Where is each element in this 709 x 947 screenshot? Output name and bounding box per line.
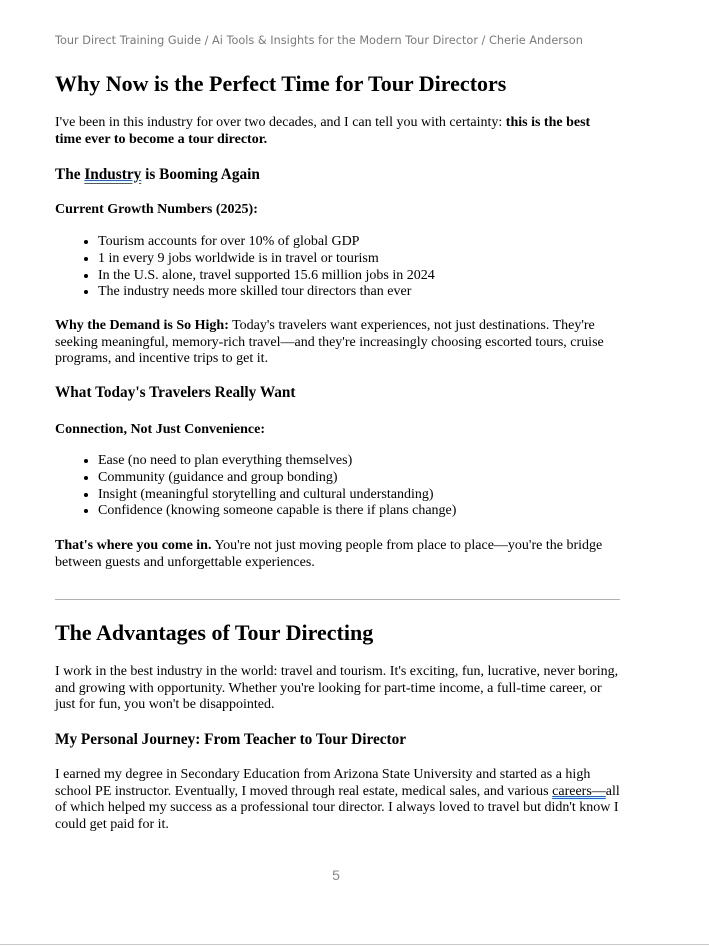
- closing-paragraph: [55, 538, 620, 571]
- list-item: • Community (guidance and group bonding): [98, 470, 620, 487]
- heading-industry-booming: [55, 166, 620, 184]
- list-item: • Ease (no need to plan everything themselves): [98, 453, 620, 470]
- list-item: • Tourism accounts for over 10% of global GDP: [98, 234, 620, 251]
- heading-growth-numbers: Current Growth Numbers (2025):: [55, 202, 258, 217]
- advantages-paragraph: I work in the best industry in the world: travel and tourism. It's exciting, fun, lucrative, never boring, and growing with opportunity. Whether you're looking for part-time income, a full-time career, or just for fun, you won't be disappointed.: [55, 664, 619, 713]
- growth-list: [55, 234, 620, 301]
- heading-personal-journey: My Personal Journey: From Teacher to Tour Director: [55, 731, 407, 748]
- journey-text: all of which helped my success as a professional tour director. I always loved to travel but didn't know I could get paid for it.: [55, 783, 620, 832]
- list-item: • Confidence (knowing someone capable is there if plans change): [98, 503, 620, 520]
- intro-text: I've been in this industry for over two decades, and I can tell you with certainty:: [55, 115, 506, 130]
- demand-paragraph: [55, 318, 620, 368]
- intro-paragraph: [55, 115, 620, 148]
- wants-list: [55, 453, 620, 520]
- journey-text: I earned my degree in Secondary Education from Arizona State University and started as a high school PE instructor. Eventually, I moved through real estate, medical sales, and various: [55, 767, 591, 799]
- heading-connection: Connection, Not Just Convenience:: [55, 422, 265, 437]
- section-title-why-now: Why Now is the Perfect Time for Tour Directors: [55, 71, 507, 96]
- page-number: 5: [332, 867, 340, 883]
- list-item: • The industry needs more skilled tour directors than ever: [98, 284, 620, 301]
- page-bottom-edge: [0, 944, 709, 945]
- careers-flagged-word[interactable]: careers—: [552, 783, 606, 799]
- list-item: • 1 in every 9 jobs worldwide is in travel or tourism: [98, 251, 620, 268]
- heading-text: The: [55, 166, 85, 183]
- heading-travelers-want: What Today's Travelers Really Want: [55, 384, 296, 401]
- heading-text: is Booming Again: [141, 166, 260, 183]
- list-item: • In the U.S. alone, travel supported 15.6 million jobs in 2024: [98, 268, 620, 285]
- intro-bold-text: this is the best time ever to become a tour director.: [55, 115, 591, 147]
- closing-text: You're not just moving people from place to place—you're the bridge between guests and unforgettable experiences.: [55, 538, 603, 570]
- horizontal-divider: [55, 599, 620, 600]
- section-title-advantages: The Advantages of Tour Directing: [55, 620, 374, 645]
- running-header: Tour Direct Training Guide / Ai Tools & Insights for the Modern Tour Director / Cherie Anderson: [55, 34, 583, 47]
- demand-bold: Why the Demand is So High:: [55, 318, 229, 333]
- demand-text: Today's travelers want experiences, not just destinations. They're seeking meaningful, memory-rich travel—and they're increasingly choosing escorted tours, cruise programs, and incentive trips to get it.: [55, 318, 604, 367]
- industry-flagged-word[interactable]: Industry: [84, 166, 142, 183]
- journey-paragraph: [55, 767, 620, 833]
- closing-bold: That's where you come in.: [55, 538, 212, 553]
- list-item: • Insight (meaningful storytelling and cultural understanding): [98, 487, 620, 504]
